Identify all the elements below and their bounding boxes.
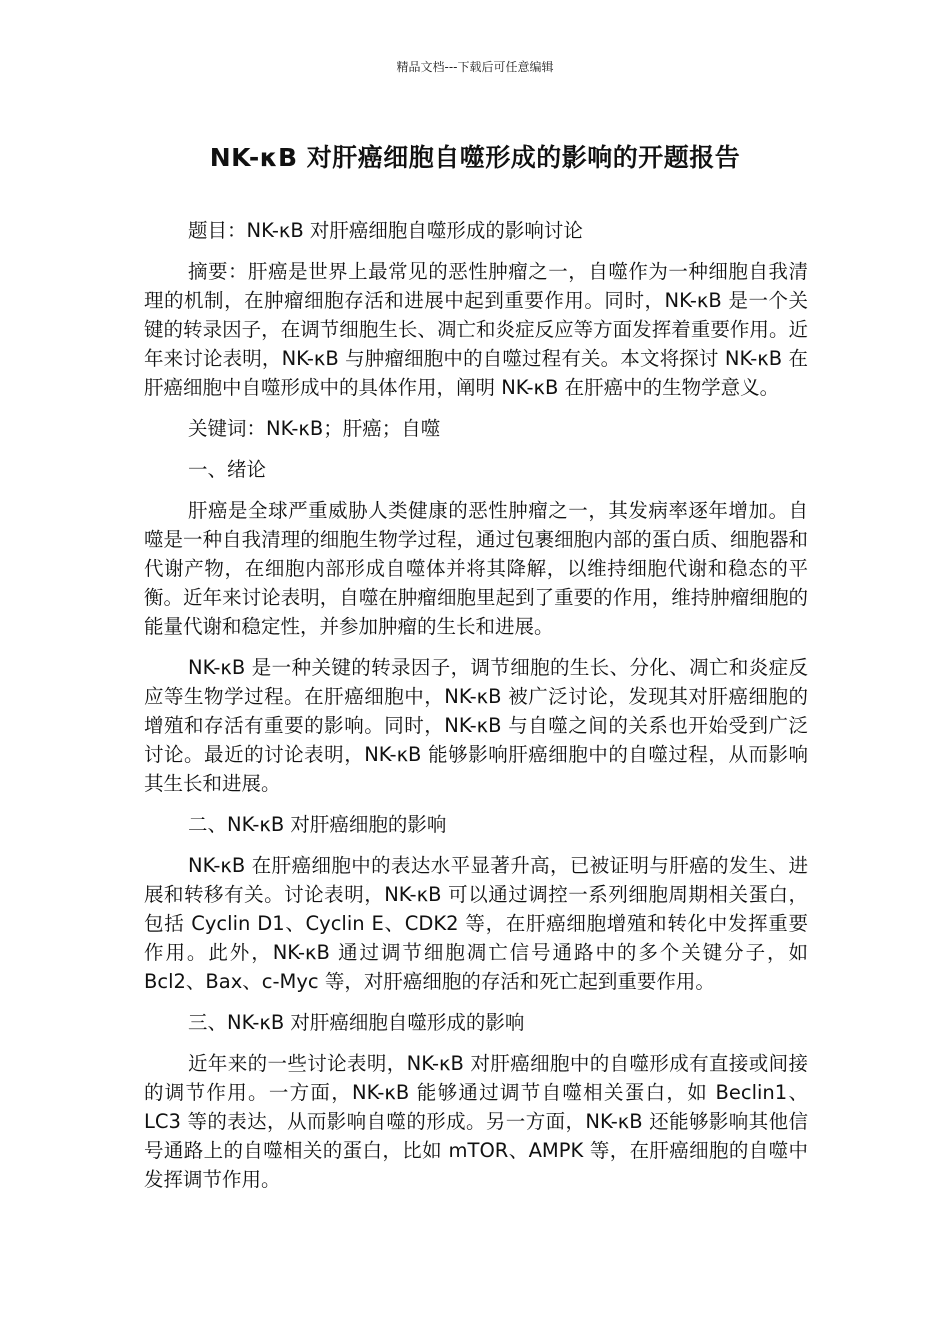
section-heading-3: 三、NK-κB 对肝癌细胞自噬形成的影响 — [188, 1011, 525, 1034]
keywords-line: 关键词：NK-κB；肝癌；自噬 — [188, 417, 441, 440]
abstract-paragraph: 摘要：肝癌是世界上最常见的恶性肿瘤之一，自噬作为一种细胞自我清理的机制，在肿瘤细胞存活和进展中起到重要作用。同时，NK-κB 是一个关键的转录因子，在调节细胞生长、凋亡和炎症反应等方面发挥着重要作用。近年来讨论表明，NK-κB 与肿瘤细胞中的自噬过程有关。本文将探讨 NK-κB 在肝癌细胞中自噬形成中的具体作用，阐明 NK-κB 在肝癌中的生物学意义。 — [144, 260, 808, 399]
topic-line: 题目：NK-κB 对肝癌细胞自噬形成的影响讨论 — [188, 219, 583, 242]
page-header-note: 精品文档---下载后可任意编辑 — [396, 60, 554, 74]
body-paragraph: NK-κB 在肝癌细胞中的表达水平显著升高，已被证明与肝癌的发生、进展和转移有关。讨论表明，NK-κB 可以通过调控一系列细胞周期相关蛋白，包括 Cyclin D1、Cyclin E、CDK2 等，在肝癌细胞增殖和转化中发挥重要作用。此外，NK-κB 通过调节细胞凋亡信号通路中的多个关键分子，如 Bcl2、Bax、c-Myc 等，对肝癌细胞的存活和死亡起到重要作用。 — [144, 854, 808, 993]
document-body — [144, 216, 808, 1206]
body-paragraph: NK-κB 是一种关键的转录因子，调节细胞的生长、分化、凋亡和炎症反应等生物学过程。在肝癌细胞中，NK-κB 被广泛讨论，发现其对肝癌细胞的增殖和存活有重要的影响。同时，NK-κB 与自噬之间的关系也开始受到广泛讨论。最近的讨论表明，NK-κB 能够影响肝癌细胞中的自噬过程，从而影响其生长和进展。 — [144, 656, 808, 795]
body-paragraph: 近年来的一些讨论表明，NK-κB 对肝癌细胞中的自噬形成有直接或间接的调节作用。一方面，NK-κB 能够通过调节自噬相关蛋白，如 Beclin1、LC3 等的表达，从而影响自噬的形成。另一方面，NK-κB 还能够影响其他信号通路上的自噬相关的蛋白，比如 mTOR、AMPK 等，在肝癌细胞的自噬中发挥调节作用。 — [144, 1052, 808, 1191]
document-title: NK-κB 对肝癌细胞自噬形成的影响的开题报告 — [209, 143, 741, 172]
body-paragraph: 肝癌是全球严重威胁人类健康的恶性肿瘤之一，其发病率逐年增加。自噬是一种自我清理的细胞生物学过程，通过包裹细胞内部的蛋白质、细胞器和代谢产物，在细胞内部形成自噬体并将其降解，以维持细胞代谢和稳态的平衡。近年来讨论表明，自噬在肿瘤细胞里起到了重要的作用，维持肿瘤细胞的能量代谢和稳定性，并参加肿瘤的生长和进展。 — [144, 499, 808, 638]
section-heading-introduction: 一、绪论 — [188, 458, 267, 481]
section-heading-2: 二、NK-κB 对肝癌细胞的影响 — [188, 813, 447, 836]
